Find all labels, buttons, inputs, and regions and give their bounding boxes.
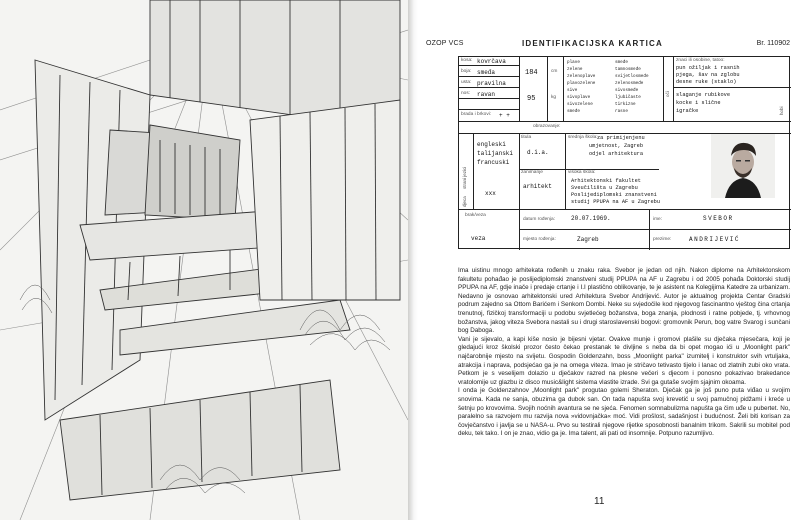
eye-option: smeđe <box>567 109 580 114</box>
title-value: d.i.a. <box>527 149 549 156</box>
relationship-label: brak/veza <box>465 213 486 218</box>
marks-line: desne ruke (staklo) <box>676 79 737 85</box>
eyes-label: oči <box>665 91 670 97</box>
mouth-value: pravilna <box>477 80 506 87</box>
eye-option: svijetlosmeđe <box>615 74 649 79</box>
hobby-label: hobi <box>779 106 784 115</box>
beard-label: brada i brkovi: <box>461 112 492 117</box>
divider <box>547 57 548 121</box>
high-school-line: odjel arhitektura <box>589 151 644 157</box>
eye-option: sivozelene <box>567 102 593 107</box>
portrait-photo <box>711 134 775 198</box>
divider <box>459 87 519 88</box>
eye-option: zelenoplave <box>567 74 596 79</box>
article-body <box>458 267 790 439</box>
divider <box>673 57 674 121</box>
eye-option: sivoplave <box>567 95 591 100</box>
body-paragraph: Ima uistinu mnogo arhitekata rođenih u znaku raka. Svebor je jedan od njih. Nakon diplome na Arhitektonskom fakultetu pohađao je poslijediplomski znanstveni studij PPUPA na AF u Zagrebu i od 2005 pohađa Doktorski studij PPUPA na AF, gdje inače i predaje crtanje i I.I plastično oblikovanje, te je asistent na Kolegijima Katedre za urbanizam. Nedavno je osnovao arhitektonski ured Arhitektura Svebor Andrijević. Autor je aktualnog projekta Centar Gradski podrum zajedno sa Ottom Barićem i Senkom Dombi. Neke su svjedočile kod njegovog fascinantno vještog čina crtanja trenutnoj, fizičkoj transformaciji u podobu svjetlećeg božanstva, boga znanja, plodnosti i ratne pobjede, tj. vrhovnog božanstva, jakog viteza Svebora nastali su i drugi staroslavenski bogovi: gromovnik Perun, bog vatre Svarog i sunčani bog Daboga. <box>458 267 790 335</box>
hobby-line: slaganje rubikove <box>676 92 731 98</box>
nose-value: ravan <box>477 91 496 98</box>
first-name-label: ime: <box>653 217 663 222</box>
relationship-value: veza <box>471 235 486 242</box>
eye-option: plavozelene <box>567 81 596 86</box>
high-school-label: srednja škola: <box>568 135 598 140</box>
color-value: smeđa <box>477 69 496 76</box>
header-ref-number: Br. 110902 <box>756 40 790 47</box>
weight-label: kg <box>551 95 557 100</box>
nose-label: nos: <box>461 91 471 96</box>
university-label: visoka škola: <box>568 170 596 175</box>
marks-line: pun ožiljak i rasnih <box>676 65 740 71</box>
eye-option: tamnosmeđe <box>615 67 641 72</box>
divider <box>565 133 566 209</box>
divider <box>563 57 564 121</box>
last-name-label: prezime: <box>653 237 672 242</box>
eye-options-column-1 <box>567 59 613 115</box>
university-line: Sveučilišta u Zagrebu <box>571 185 638 191</box>
eye-option: tirkizne <box>615 102 636 107</box>
hobby-line: igračke <box>676 108 699 114</box>
divider <box>519 57 520 121</box>
language-item: francuski <box>477 159 510 166</box>
marks-label: znaci ili osobine, tatoo: <box>676 58 725 63</box>
portrait-image <box>711 134 775 198</box>
last-name-value: ANDRIJEVIĆ <box>689 236 741 243</box>
divider <box>459 65 519 66</box>
eye-option: sivosmeđe <box>615 88 639 93</box>
divider <box>673 87 791 88</box>
eye-options-column-2 <box>615 59 661 115</box>
beard-value: + + <box>499 112 510 119</box>
body-paragraph: I onda je Goldenzahnov „Moonlight park" progutao golemi Sheraton. Dječak ga je još puno puta viđao u svojim snovima. Kada ne sanja, obuzima ga dubok san. On tada napušta svoj krevetić u svoj pamučnoj pidžami i kreće u šetnju po krovovima. Svojih noćnih avantura se ne sjeća. Fenomen somnabulizma napušta ga čim uđe u pubertet. No, paralelno sa razvojem mu razvija nova »vidovnjačka« moć. Vidi prošlost, sadašnjost i budućnost. Želi biti korisan za čovječanstvo i javlja se u NASA-u. Prvo su testirali njegove rijetke sposobnosti banalnim trikom. Sakrili su mobitel pod deku, tek tako. I on je znao, vidio ga je. Ima talent, ali pati od insomnije. Potpuno razumljivo. <box>458 387 790 438</box>
text-page <box>418 0 800 520</box>
birth-date-label: datum rođenja: <box>523 217 555 222</box>
identification-card <box>458 56 790 249</box>
header-source: OZOP VCS <box>426 40 464 47</box>
divider <box>459 98 519 99</box>
occupation-label: zanimanje <box>521 170 543 175</box>
weight-value: 95 <box>527 95 536 103</box>
birth-place-label: mjesto rođenja: <box>523 237 556 242</box>
university-line: studij PPUPA na AF u Zagrebu <box>571 199 661 205</box>
hair-value: kovrčava <box>477 58 506 65</box>
divider <box>519 133 520 209</box>
high-school-line: za primijenjenu <box>597 135 645 141</box>
marks-line: pjega, šav na zglobu <box>676 72 740 78</box>
languages-label: strani jezici <box>462 166 467 189</box>
hair-label: kosa: <box>461 58 473 63</box>
hobby-line: kocke i slične <box>676 100 721 106</box>
divider <box>459 109 519 110</box>
divider <box>663 57 664 121</box>
divider <box>473 133 474 209</box>
divider <box>519 229 791 230</box>
body-paragraph: Vani je sijevalo, a kapi kiše nosio je bijesni vjetar. Ovakve munje i gromovi plašile su dječaka mjesečara, koji je gledajući kroz školski prozor često čekao prestanak te divljine s neba da bi opet mogao ići u „Moonlight park" najčarobnije mjesto na svijetu. Gospodin Goldenzahn, boss „Moonlight parka" izumitelj i konstruktor svih vrtuljaka, atrakcija i naprava, podsjećao ga je na omega viteza. Imao je stričavo tetivasto tijelo i lanac od zlatnih zubi oko vrata. Petkom je s veselijem dolazio u dječakov razred na plesne večeri s djecom i ponosno pokazivao brakedance vratolomije uz glazbu iz disco music&light sistema vlastite izrade. Svi ga gutaše svojim sjajnim okoama. <box>458 335 790 386</box>
education-label: obrazovanje: <box>533 124 561 129</box>
header-title: IDENTIFIKACIJSKA KARTICA <box>522 39 663 48</box>
divider <box>459 76 519 77</box>
eye-option: zelenosmeđe <box>615 81 644 86</box>
occupation-value: arhitekt <box>523 183 552 190</box>
eye-option: smeđe <box>615 60 628 65</box>
children-value: xxx <box>485 190 496 197</box>
language-item: engleski <box>477 141 506 148</box>
divider <box>459 121 791 122</box>
university-line: Poslijediplomski znanstveni <box>571 192 657 198</box>
first-name-value: SVEBOR <box>703 215 734 222</box>
book-gutter <box>408 0 418 520</box>
mouth-label: usta: <box>461 80 472 85</box>
birth-place-value: Zagreb <box>577 236 599 243</box>
high-school-line: umjetnost, Zagreb <box>589 143 644 149</box>
eye-option: zelene <box>567 67 583 72</box>
eye-option: ljubičaste <box>615 95 641 100</box>
eye-option: plave <box>567 60 580 65</box>
color-label: boja: <box>461 69 472 74</box>
page-header <box>426 38 790 50</box>
height-label: cm <box>551 69 558 74</box>
language-item: talijanski <box>477 150 514 157</box>
divider <box>459 209 791 210</box>
title-label: titula <box>521 135 532 140</box>
children-label: djeca <box>462 196 467 207</box>
page-number: 11 <box>594 496 605 507</box>
birth-date-value: 20.07.1969. <box>571 215 611 222</box>
height-value: 184 <box>525 69 538 77</box>
eye-option: sive <box>567 88 578 93</box>
eye-option: rasne <box>615 109 628 114</box>
university-line: Arhitektonski fakultet <box>571 178 641 184</box>
